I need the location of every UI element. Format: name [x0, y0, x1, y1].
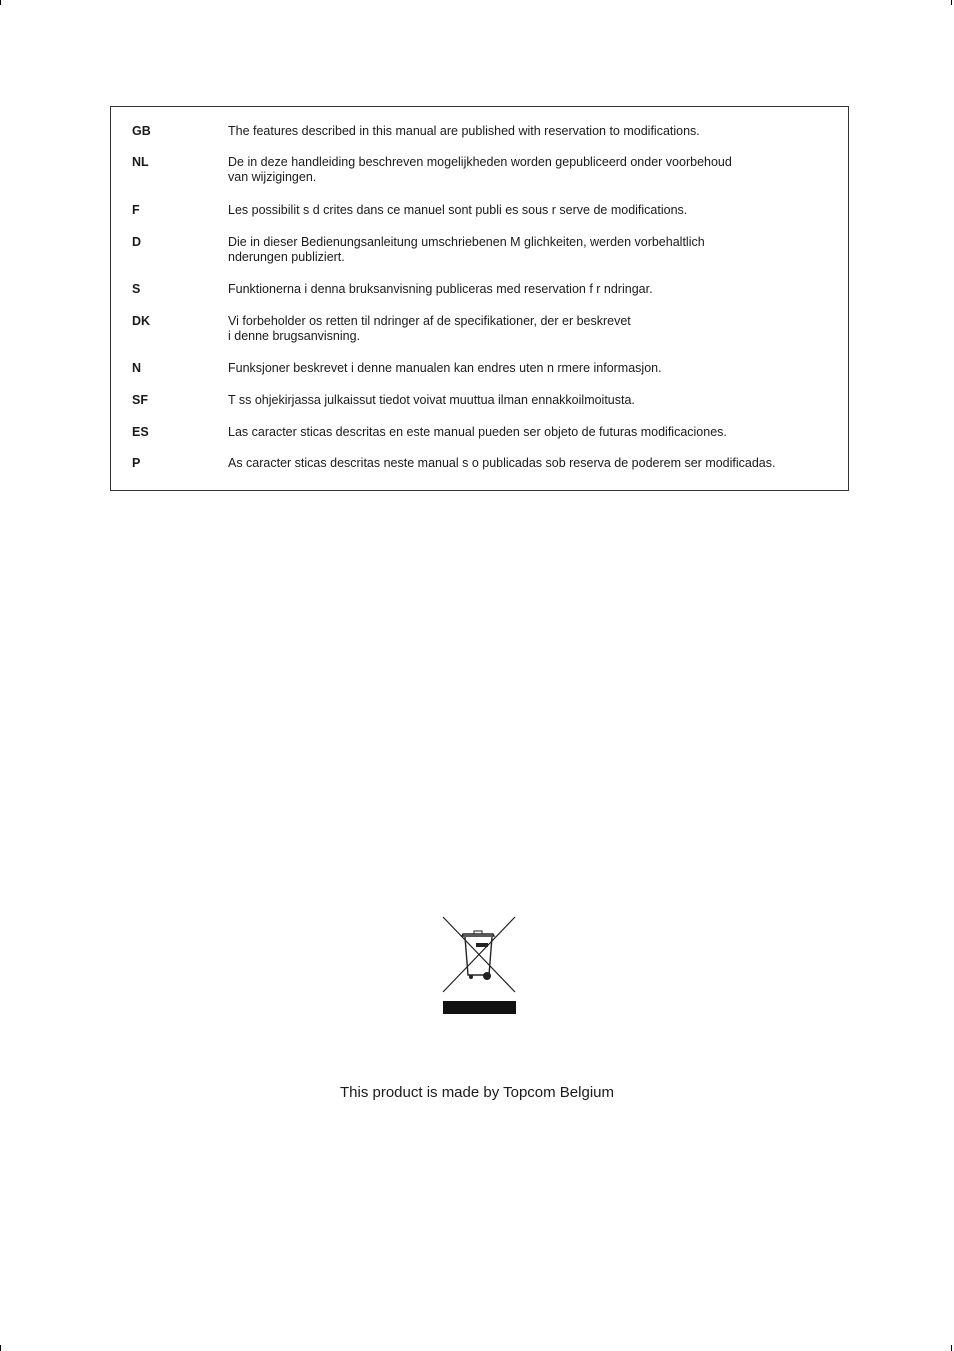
notice-text: Vi forbeholder os retten til ndringer af de specifikationer, der er beskrevet i denne brugsanvisning. — [228, 314, 631, 343]
notice-text: De in deze handleiding beschreven mogelijkheden worden gepubliceerd onder voorbehoud van wijzigingen. — [228, 155, 732, 184]
language-code: F — [132, 203, 140, 217]
language-code: D — [132, 235, 142, 249]
language-code: SF — [132, 393, 148, 407]
crop-mark-top-left — [0, 0, 1, 5]
notice-text: Las caracter sticas descritas en este manual pueden ser objeto de futuras modificaciones. — [228, 425, 727, 439]
language-code: DK — [132, 314, 151, 328]
notice-text: As caracter sticas descritas neste manual s o publicadas sob reserva de poderem ser modificadas. — [228, 456, 776, 470]
language-code: ES — [132, 425, 149, 439]
notice-text: The features described in this manual are published with reservation to modifications. — [228, 124, 700, 138]
notice-text: Funktionerna i denna bruksanvisning publiceras med reservation f r ndringar. — [228, 282, 653, 296]
crop-mark-bottom-right — [951, 1345, 952, 1351]
notice-text: T ss ohjekirjassa julkaissut tiedot voivat muuttua ilman ennakkoilmoitusta. — [228, 393, 635, 407]
modification-notice-box — [110, 106, 849, 491]
manufacturer-statement: This product is made by Topcom Belgium — [339, 1084, 614, 1101]
language-code: S — [132, 282, 141, 296]
crop-mark-bottom-left — [0, 1345, 1, 1351]
language-code: P — [132, 456, 141, 470]
language-code: N — [132, 361, 142, 375]
language-code: GB — [132, 124, 151, 138]
crop-mark-top-right — [951, 0, 952, 5]
language-code: NL — [132, 155, 149, 169]
crossed-out-wheelie-bin-icon — [441, 915, 517, 1015]
notice-text: Les possibilit s d crites dans ce manuel sont publi es sous r serve de modifications. — [228, 203, 688, 217]
notice-text: Funksjoner beskrevet i denne manualen kan endres uten n rmere informasjon. — [228, 361, 662, 375]
notice-text: Die in dieser Bedienungsanleitung umschriebenen M glichkeiten, werden vorbehaltlich nderungen publiziert. — [228, 235, 705, 264]
